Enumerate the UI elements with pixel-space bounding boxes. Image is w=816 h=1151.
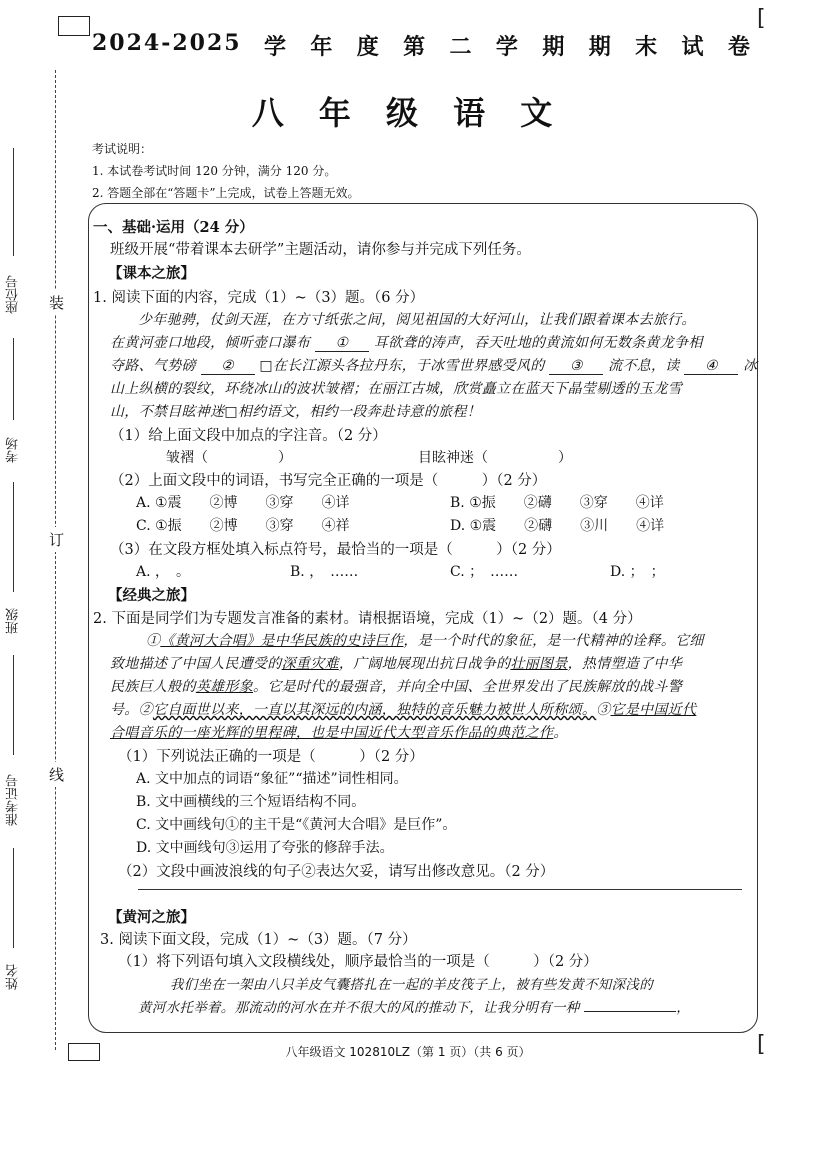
passage-text: 号。② — [110, 702, 153, 718]
header-char: 卷 — [727, 34, 752, 60]
exam-header — [92, 30, 752, 61]
passage-text: 夺路、气势磅 — [110, 358, 196, 374]
tag-yellow-river-journey: 【黄河之旅】 — [108, 909, 195, 926]
passage-1-line-2 — [110, 332, 703, 352]
option-1-3-a: A. ， 。 — [136, 564, 191, 580]
page-title: 八 年 级 语 文 — [251, 94, 565, 132]
header-char: 试 — [681, 34, 706, 60]
header-year: 2024-2025 — [92, 30, 242, 56]
tag-classic-journey: 【经典之旅】 — [108, 587, 195, 604]
ticket-number-label: 准考证号 — [6, 774, 21, 826]
passage-2-line-1 — [146, 630, 704, 650]
section-intro: 班级开展“带着课本去研学”主题活动，请你参与并完成下列任务。 — [110, 242, 531, 258]
option-1-2-d: D. ①震 ②礴 ③川 ④详 — [450, 518, 665, 534]
name-field-line — [13, 848, 14, 948]
passage-1-line-5: 山，不禁目眩神迷□相约语文，相约一段奔赴诗意的旅程！ — [110, 404, 482, 420]
subquestion-3-1: （1）将下列语句填入文段横线处，顺序最恰当的一项是（ ）（2 分） — [118, 954, 598, 970]
pinyin-word-2: 目眩神迷（ ） — [418, 450, 572, 466]
passage-text: 流不息，读 — [608, 358, 680, 374]
passage-text: 在黄河壶口地段，倾听壶口瀑布 — [110, 335, 311, 351]
passage-text: 。 — [553, 725, 568, 741]
option-2-1-b: B. 文中画横线的三个短语结构不同。 — [136, 794, 366, 810]
subquestion-1-3: （3）在文段方框处填入标点符号，最恰当的一项是（ ）（2 分） — [110, 542, 561, 558]
underlined-sentence-3: 它是中国近代 — [610, 702, 697, 718]
subquestion-2-1: （1）下列说法正确的一项是（ ）（2 分） — [118, 749, 424, 765]
passage-text: ，是一个时代的象征，是一代精神的诠释。它细 — [403, 633, 704, 649]
option-1-3-c: C. ； …… — [450, 564, 519, 580]
class-field-line — [13, 482, 14, 592]
instructions-line-1: 1. 本试卷考试时间 120 分钟，满分 120 分。 — [92, 164, 337, 178]
header-char: 二 — [449, 34, 474, 60]
ticket-field-line — [13, 655, 14, 755]
underlined-sentence-3-cont: 合唱音乐的一座光辉的里程碑，也是中国近代大型音乐作品的典范之作 — [110, 725, 554, 741]
wavy-sentence-2: 它自面世以来，一直以其深远的内涵，独特的音乐魅力被世人所称颂。 — [152, 702, 597, 718]
subquestion-2-2: （2）文段中画波浪线的句子②表达欠妥，请写出修改意见。（2 分） — [118, 864, 555, 880]
header-char: 第 — [403, 34, 428, 60]
header-char: 学 — [263, 34, 288, 60]
passage-text: 黄河水托举着。那流动的河水在并不很大的风的推动下，让我分明有一种 — [138, 1000, 580, 1016]
passage-1-line-1: 少年驰骋，仗剑天涯，在方寸纸张之间，阅见祖国的大好河山，让我们跟着课本去旅行。 — [138, 312, 696, 328]
page-footer: 八年级语文 102810LZ（第 1 页）（共 6 页） — [285, 1045, 531, 1059]
header-char: 末 — [635, 34, 660, 60]
question-1: 1. 阅读下面的内容，完成（1）~（3）题。（6 分） — [93, 290, 425, 306]
option-2-1-a: A. 文中加点的词语“象征”“描述”词性相同。 — [136, 771, 408, 787]
class-label: 班级 — [6, 608, 21, 634]
binding-word-ding: 订 — [49, 527, 64, 552]
passage-text: ，热情塑造了中华 — [567, 656, 683, 672]
header-char: 学 — [495, 34, 520, 60]
header-char: 度 — [356, 34, 381, 60]
blank-2: ② — [201, 358, 255, 375]
passage-2-line-5 — [110, 722, 568, 742]
passage-text: 民族巨人般的 — [110, 679, 196, 695]
passage-1-line-4: 山上纵横的裂纹，环绕冰山的波状皱褶；在丽江古城，欣赏矗立在蓝天下晶莹剔透的玉龙雪 — [110, 381, 682, 397]
passage-3-line-1: 我们坐在一架由八只羊皮气囊搭扎在一起的羊皮筏子上，被有些发黄不知深浅的 — [170, 977, 653, 993]
option-2-1-d: D. 文中画线句③运用了夸张的修辞手法。 — [136, 840, 394, 856]
underlined-phrase: 英雄形象 — [195, 679, 254, 695]
passage-3-line-2 — [138, 996, 690, 1016]
corner-bracket-bottom-right: [ — [757, 1032, 766, 1057]
passage-text: 冰 — [743, 358, 758, 374]
subquestion-1-2: （2）上面文段中的词语，书写完全正确的一项是（ ）（2 分） — [110, 473, 547, 489]
passage-text: 。它是时代的最强音，并向全中国、全世界发出了民族解放的战斗警 — [253, 679, 683, 695]
name-label: 姓名 — [6, 964, 21, 990]
header-char: 期 — [542, 34, 567, 60]
underlined-sentence-1: 《黄河大合唱》是中华民族的史诗巨作 — [160, 633, 404, 649]
passage-text: ， — [676, 1000, 691, 1016]
blank-4: ④ — [684, 358, 738, 375]
exam-room-label: 考场 — [6, 437, 21, 463]
option-1-2-c: C. ①振 ②博 ③穿 ④祥 — [136, 518, 350, 534]
question-2: 2. 下面是同学们为专题发言准备的素材。请根据语境，完成（1）~（2）题。（4 分） — [93, 611, 642, 627]
option-1-3-b: B. ， …… — [290, 564, 359, 580]
header-char: 期 — [588, 34, 613, 60]
passage-text: ③ — [596, 702, 611, 718]
question-3: 3. 阅读下面文段，完成（1）~（3）题。（7 分） — [100, 932, 417, 948]
underlined-phrase: 深重灾难 — [281, 656, 339, 672]
blank-1: ① — [315, 335, 369, 352]
header-char: 年 — [310, 34, 335, 60]
passage-text: 耳欲聋的涛声，吞天吐地的黄流如何无数条黄龙争相 — [373, 335, 703, 351]
seat-number-label: 座位号 — [6, 275, 21, 315]
binding-word-zhuang: 装 — [49, 290, 64, 315]
passage-2-line-4 — [110, 699, 696, 719]
blank-3: ③ — [549, 358, 603, 375]
passage-1-line-3 — [110, 355, 757, 375]
underlined-phrase: 壮丽图景 — [510, 656, 568, 672]
option-1-2-b: B. ①振 ②礴 ③穿 ④详 — [450, 495, 664, 511]
seat-field-line — [13, 148, 14, 256]
subquestion-1-1: （1）给上面文段中加点的字注音。（2 分） — [110, 428, 387, 444]
passage-text: ① — [146, 633, 161, 649]
binding-word-xian: 线 — [49, 762, 64, 787]
binding-dashed-line — [55, 70, 56, 1050]
section-heading: 一、基础·运用（24 分） — [93, 219, 254, 236]
instructions-heading: 考试说明： — [92, 142, 153, 156]
passage-text: ，广阔地展现出抗日战争的 — [338, 656, 511, 672]
passage-2-line-3 — [110, 676, 682, 696]
option-1-3-d: D. ； ； — [610, 564, 665, 580]
passage-text: 致地描述了中国人民遭受的 — [110, 656, 282, 672]
instructions-line-2: 2. 答题全部在“答题卡”上完成，试卷上答题无效。 — [92, 186, 360, 200]
answer-line — [138, 889, 742, 890]
fill-blank-line — [584, 1011, 676, 1012]
option-1-2-a: A. ①震 ②博 ③穿 ④详 — [136, 495, 350, 511]
pinyin-word-1: 皱褶（ ） — [166, 450, 292, 466]
tag-textbook-journey: 【课本之旅】 — [108, 265, 195, 282]
room-field-line — [13, 338, 14, 420]
passage-2-line-2 — [110, 653, 682, 673]
corner-bracket-top-right: [ — [757, 6, 766, 31]
corner-box-top-left — [58, 16, 90, 36]
option-2-1-c: C. 文中画线句①的主干是“《黄河大合唱》是巨作”。 — [136, 817, 457, 833]
passage-text: □在长江源头各拉丹东，于冰雪世界感受风的 — [259, 358, 545, 374]
